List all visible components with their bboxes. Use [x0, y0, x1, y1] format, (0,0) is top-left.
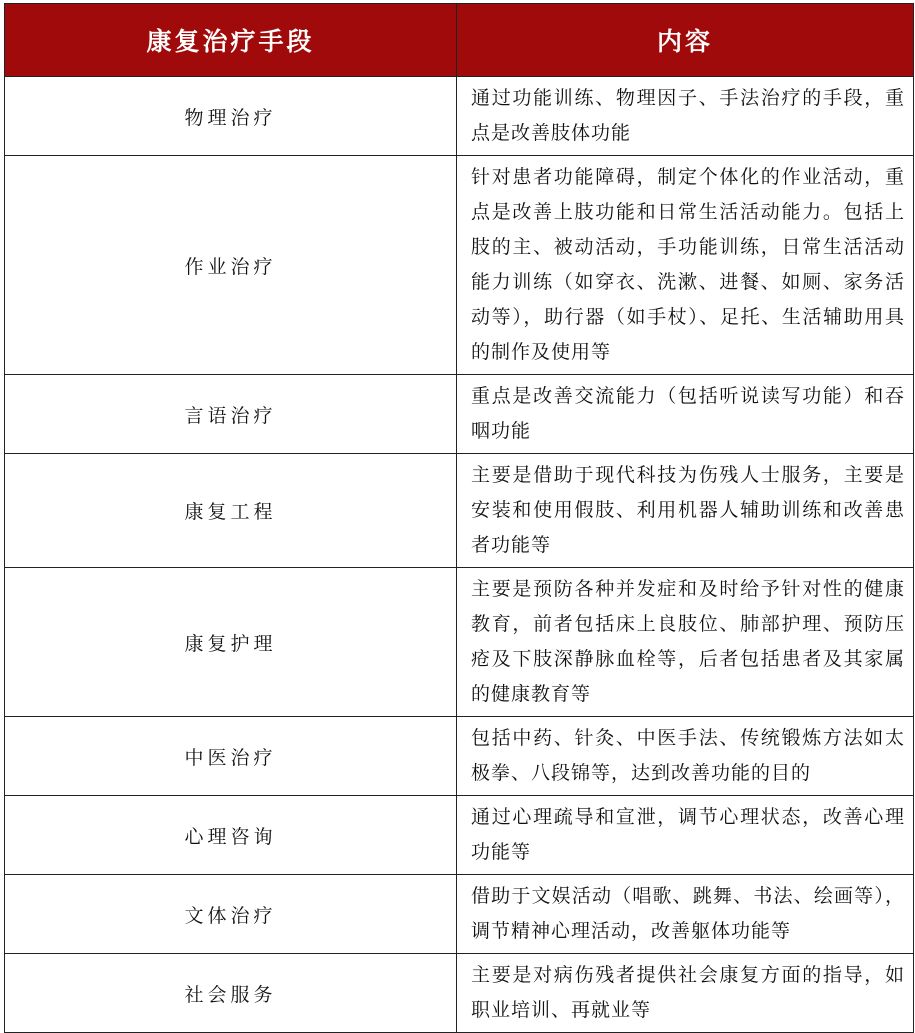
content-cell: 通过心理疏导和宣泄，调节心理状态，改善心理功能等	[457, 796, 914, 875]
method-cell: 物理治疗	[5, 77, 457, 156]
table-row	[5, 717, 914, 796]
table-row	[5, 568, 914, 717]
method-cell: 康复工程	[5, 454, 457, 568]
method-cell: 康复护理	[5, 568, 457, 717]
header-content: 内容	[457, 4, 914, 77]
table-row	[5, 77, 914, 156]
method-cell: 言语治疗	[5, 375, 457, 454]
content-cell: 通过功能训练、物理因子、手法治疗的手段，重点是改善肢体功能	[457, 77, 914, 156]
content-cell: 包括中药、针灸、中医手法、传统锻炼方法如太极拳、八段锦等，达到改善功能的目的	[457, 717, 914, 796]
method-cell: 社会服务	[5, 954, 457, 1033]
content-cell: 借助于文娱活动（唱歌、跳舞、书法、绘画等），调节精神心理活动，改善躯体功能等	[457, 875, 914, 954]
content-cell: 针对患者功能障碍，制定个体化的作业活动，重点是改善上肢功能和日常生活活动能力。包括上肢的主、被动活动，手功能训练，日常生活活动能力训练（如穿衣、洗漱、进餐、如厕、家务活动等），助行器（如手杖）、足托、生活辅助用具的制作及使用等	[457, 156, 914, 375]
content-cell: 主要是借助于现代科技为伤残人士服务，主要是安装和使用假肢、利用机器人辅助训练和改善患者功能等	[457, 454, 914, 568]
method-cell: 心理咨询	[5, 796, 457, 875]
table-row	[5, 375, 914, 454]
table-row	[5, 156, 914, 375]
rehab-methods-table	[4, 3, 914, 1033]
method-cell: 作业治疗	[5, 156, 457, 375]
header-method: 康复治疗手段	[5, 4, 457, 77]
table-row	[5, 454, 914, 568]
method-cell: 文体治疗	[5, 875, 457, 954]
table-row	[5, 875, 914, 954]
content-cell: 主要是对病伤残者提供社会康复方面的指导，如职业培训、再就业等	[457, 954, 914, 1033]
content-cell: 重点是改善交流能力（包括听说读写功能）和吞咽功能	[457, 375, 914, 454]
table-header-row	[5, 4, 914, 77]
method-cell: 中医治疗	[5, 717, 457, 796]
content-cell: 主要是预防各种并发症和及时给予针对性的健康教育，前者包括床上良肢位、肺部护理、预防压疮及下肢深静脉血栓等，后者包括患者及其家属的健康教育等	[457, 568, 914, 717]
table-row	[5, 954, 914, 1033]
table-row	[5, 796, 914, 875]
